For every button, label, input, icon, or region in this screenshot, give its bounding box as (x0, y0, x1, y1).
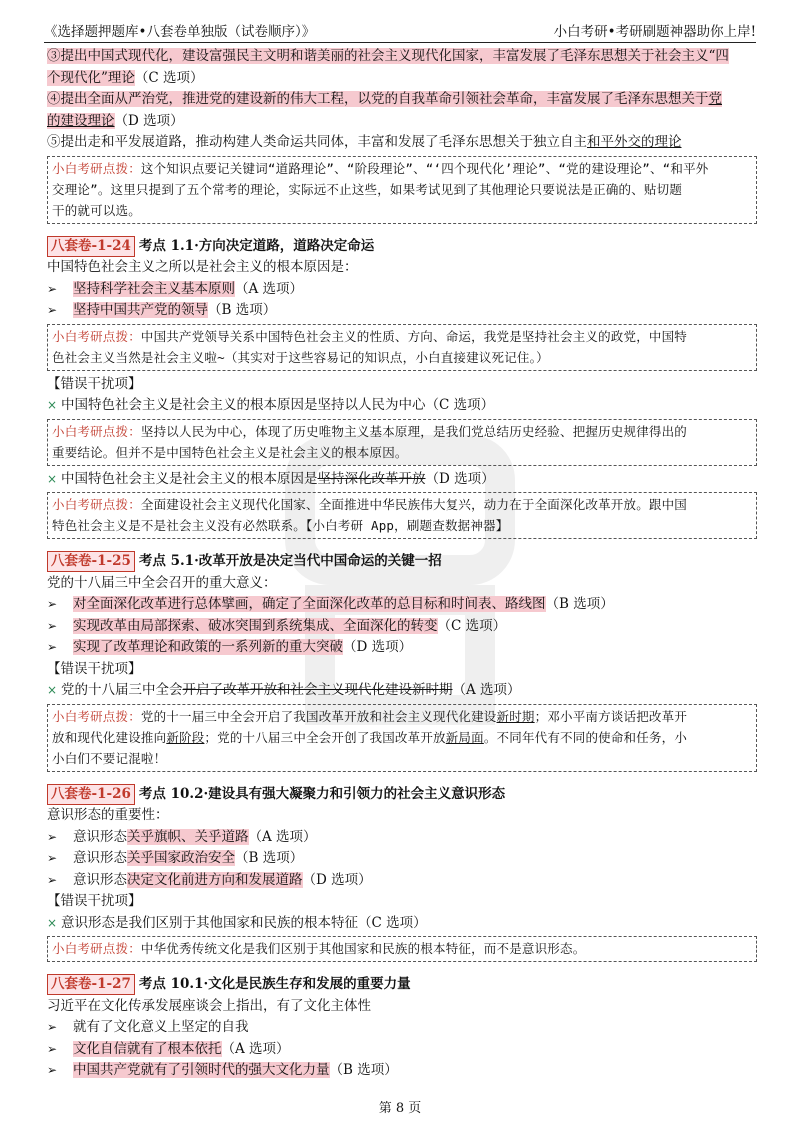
point-title: 考点 10.2·建设具有强大凝聚力和引领力的社会主义意识形态 (138, 785, 506, 802)
tip-box: 小白考研点拨：这个知识点要记关键词“道路理论”、“阶段理论”、“‘四个现代化’理论”、“党的建设理论”、“和平外 交理论”。这里只提到了五个常考的理论，实际远不止这些，如果考试见到了其他理论只要说法是正确的、贴切题 干的就可以选。 (47, 156, 757, 224)
header-slogan: 小白考研•考研刷题神器助你上岸! (553, 24, 756, 40)
wrong-options-heading: 【错误干扰项】 (47, 893, 142, 909)
question-tag: 八套卷-1-25 (47, 551, 135, 572)
question-tag: 八套卷-1-26 (47, 784, 135, 805)
header-title: 《选择题押题库•八套卷单独版（试卷顺序）》 (44, 24, 316, 40)
cross-mark-icon: × (47, 915, 58, 930)
arrow-bullet-icon: ➢ (47, 829, 58, 844)
tip-box: 小白考研点拨：中华优秀传统文化是我们区别于其他国家和民族的根本特征，而不是意识形态。 (47, 936, 757, 962)
arrow-bullet-icon: ➢ (47, 281, 58, 296)
wrong-options-heading: 【错误干扰项】 (47, 660, 142, 677)
wrong-option: × 中国特色社会主义是社会主义的根本原因是坚持以人民为中心（C 选项） (47, 395, 757, 417)
arrow-bullet-icon: ➢ (47, 1020, 58, 1034)
correct-option: ➢ 实现改革由局部探索、破冰突围到系统集成、全面深化的转变（C 选项） (47, 616, 757, 638)
tip-box: 小白考研点拨：党的十一届三中全会开启了我国改革开放和社会主义现代化建设新时期；邓小平南方谈话把改革开 放和现代化建设推向新阶段；党的十八届三中全会开创了我国改革开放新局面。不同年代有不同的使命和任务，小 小白们不要记混啦！ (47, 704, 757, 772)
wrong-option: × 党的十八届三中全会开启了改革开放和社会主义现代化建设新时期（A 选项） (47, 680, 757, 702)
arrow-bullet-icon: ➢ (47, 872, 58, 887)
correct-option: ➢ 中国共产党就有了引领时代的强大文化力量（B 选项） (47, 1060, 757, 1082)
arrow-bullet-icon: ➢ (47, 851, 58, 865)
question-tag: 八套卷-1-24 (47, 236, 135, 257)
page-header (44, 18, 756, 43)
wrong-option: × 意识形态是我们区别于其他国家和民族的根本特征（C 选项） (47, 913, 757, 935)
tip-box: 小白考研点拨：坚持以人民为中心，体现了历史唯物主义基本原理，是我们党总结历史经验、把握历史规律得出的 重要结论。但并不是中国特色社会主义是社会主义的根本原因。 (47, 419, 757, 466)
point-title: 考点 5.1·改革开放是决定当代中国命运的关键一招 (138, 553, 442, 569)
paragraph-3: ③提出中国式现代化，建设富强民主文明和谐美丽的社会主义现代化国家，丰富发展了毛泽东思想关于社会主义“四 (47, 48, 729, 64)
main-content (47, 46, 757, 1082)
correct-option: ➢ 坚持中国共产党的领导（B 选项） (47, 300, 757, 322)
question-tag: 八套卷-1-27 (47, 974, 135, 995)
arrow-bullet-icon: ➢ (47, 618, 58, 633)
question-section-27 (47, 974, 757, 1082)
arrow-bullet-icon: ➢ (47, 597, 58, 611)
correct-option: ➢ 意识形态关乎旗帜、关乎道路（A 选项） (47, 827, 757, 849)
question-stem: 中国特色社会主义之所以是社会主义的根本原因是： (47, 259, 358, 275)
correct-option: ➢ 意识形态关乎国家政治安全（B 选项） (47, 848, 757, 870)
question-section-25 (47, 551, 757, 772)
question-section-26 (47, 784, 757, 963)
tip-box: 小白考研点拨：全面建设社会主义现代化国家、全面推进中华民族伟大复兴，动力在于全面深化改革开放。跟中国 特色社会主义是不是社会主义没有必然联系。【小白考研 App，刷题查数据神器】 (47, 492, 757, 539)
point-title: 考点 10.1·文化是民族生存和发展的重要力量 (138, 976, 411, 992)
question-stem: 党的十八届三中全会召开的重大意义： (47, 574, 277, 591)
option: ➢ 就有了文化意义上坚定的自我 (47, 1017, 757, 1039)
arrow-bullet-icon: ➢ (47, 1063, 58, 1077)
point-title: 考点 1.1·方向决定道路，道路决定命运 (138, 237, 375, 254)
correct-option: ➢ 文化自信就有了根本依托（A 选项） (47, 1039, 757, 1061)
correct-option: ➢ 坚持科学社会主义基本原则（A 选项） (47, 279, 757, 301)
correct-option: ➢ 对全面深化改革进行总体擘画，确定了全面深化改革的总目标和时间表、路线图（B 选项） (47, 594, 757, 616)
wrong-option: × 中国特色社会主义是社会主义的根本原因是坚持深化改革开放（D 选项） (47, 469, 757, 491)
arrow-bullet-icon: ➢ (47, 303, 58, 317)
cross-mark-icon: × (47, 683, 58, 697)
question-stem: 意识形态的重要性： (47, 807, 169, 823)
cross-mark-icon: × (47, 471, 58, 486)
page-number: 第 8 页 (378, 1101, 422, 1116)
cross-mark-icon: × (47, 398, 58, 412)
paragraph-3-cont: 个现代化”理论（C 选项） (47, 69, 204, 86)
paragraph-5: ⑤提出走和平发展道路，推动构建人类命运共同体，丰富和发展了毛泽东思想关于独立自主和平外交的理论 (47, 134, 682, 150)
question-section-24 (47, 236, 757, 540)
correct-option: ➢ 意识形态决定文化前进方向和发展道路（D 选项） (47, 870, 757, 892)
wrong-options-heading: 【错误干扰项】 (47, 375, 142, 392)
tip-box: 小白考研点拨：中国共产党领导关系中国特色社会主义的性质、方向、命运，我党是坚持社会主义的政党，中国特 色社会主义当然是社会主义啦~（其实对于这些容易记的知识点，小白直接建议死记住。） (47, 324, 757, 371)
paragraph-4: ④提出全面从严治党，推进党的建设新的伟大工程，以党的自我革命引领社会革命，丰富发展了毛泽东思想关于党 (47, 91, 722, 107)
correct-option: ➢ 实现了改革理论和政策的一系列新的重大突破（D 选项） (47, 637, 757, 659)
question-stem: 习近平在文化传承发展座谈会上指出，有了文化主体性 (47, 997, 371, 1014)
arrow-bullet-icon: ➢ (47, 1041, 58, 1056)
arrow-bullet-icon: ➢ (47, 640, 58, 654)
paragraph-4-cont: 的建设理论（D 选项） (47, 112, 184, 129)
